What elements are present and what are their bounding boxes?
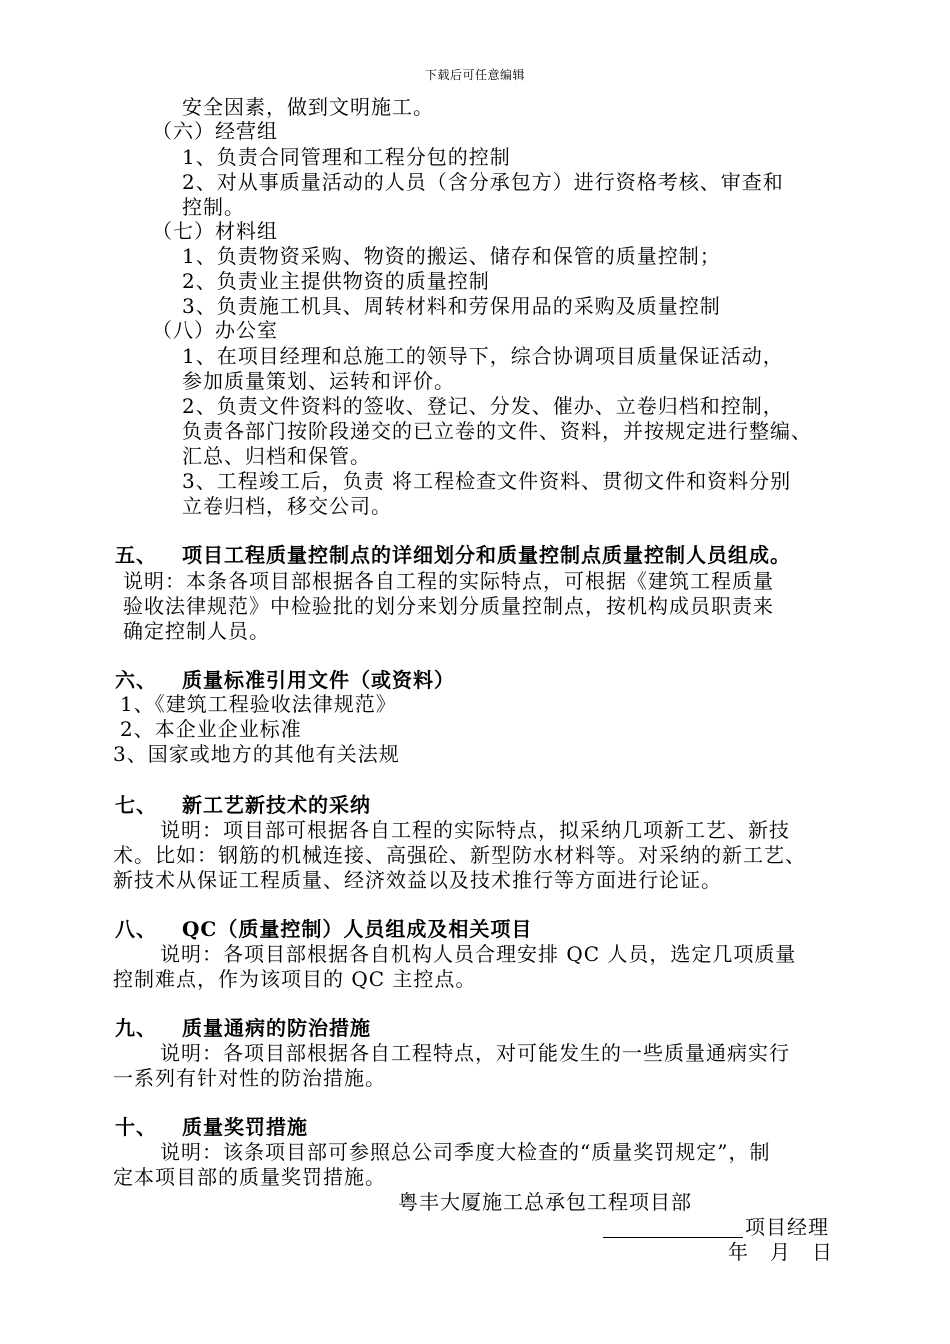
signature-date: 年 月 日 [728, 1240, 833, 1264]
section-title: 质量奖罚措施 [182, 1115, 308, 1139]
section-title: 质量通病的防治措施 [182, 1016, 371, 1040]
list-item-cont: 负责各部门按阶段递交的已立卷的文件、资料，并按规定进行整编、 [182, 419, 812, 443]
paragraph-line: 说明：项目部可根据各自工程的实际特点，拟采纳几项新工艺、新技 [160, 818, 790, 842]
list-item: 1、在项目经理和总施工的领导下，综合协调项目质量保证活动， [182, 344, 784, 368]
list-item-cont: 参加质量策划、运转和评价。 [182, 369, 455, 393]
section-title: 新工艺新技术的采纳 [182, 793, 371, 817]
list-item: 3、国家或地方的其他有关法规 [113, 742, 400, 766]
section-number: 八、 [115, 917, 157, 941]
paragraph-line: 一系列有针对性的防治措施。 [113, 1066, 386, 1090]
section-number: 十、 [115, 1115, 157, 1139]
list-item: 2、本企业企业标准 [120, 717, 302, 741]
page-header: 下载后可任意编辑 [424, 68, 525, 82]
paragraph-line: 控制难点，作为该项目的 QC 主控点。 [113, 967, 477, 991]
group-title-business: （六）经营组 [152, 119, 278, 143]
section-number: 七、 [115, 793, 157, 817]
paragraph-line: 说明：该条项目部可参照总公司季度大检查的“质量奖罚规定”，制 [160, 1140, 771, 1164]
section-number: 六、 [115, 668, 157, 692]
list-item: 2、负责文件资料的签收、登记、分发、催办、立卷归档和控制， [182, 394, 784, 418]
signature-role: 项目经理 [745, 1215, 829, 1239]
list-item: 3、工程竣工后，负责 将工程检查文件资料、贯彻文件和资料分别 [182, 469, 792, 493]
list-item-cont: 立卷归档，移交公司。 [182, 494, 392, 518]
list-item: 1、负责物资采购、物资的搬运、储存和保管的质量控制； [182, 244, 721, 268]
signature-line [603, 1237, 743, 1238]
list-item-cont: 控制。 [182, 195, 245, 219]
section-title: 质量标准引用文件（或资料） [182, 668, 455, 692]
paragraph-line: 说明：本条各项目部根据各自工程的实际特点，可根据《建筑工程质量 [123, 569, 774, 593]
paragraph-line: 说明：各项目部根据各自工程特点，对可能发生的一些质量通病实行 [160, 1041, 790, 1065]
paragraph-line: 术。比如：钢筋的机械连接、高强砼、新型防水材料等。对采纳的新工艺、 [113, 843, 806, 867]
paragraph-line: 定本项目部的质量奖罚措施。 [113, 1165, 386, 1189]
paragraph-line: 确定控制人员。 [123, 619, 270, 643]
section-title: 项目工程质量控制点的详细划分和质量控制点质量控制人员组成。 [182, 543, 791, 567]
paragraph-line: 新技术从保证工程质量、经济效益以及技术推行等方面进行论证。 [113, 868, 722, 892]
list-item: 2、负责业主提供物资的质量控制 [182, 269, 490, 293]
section-title: QC（质量控制）人员组成及相关项目 [182, 917, 533, 941]
list-item: 3、负责施工机具、周转材料和劳保用品的采购及质量控制 [182, 294, 721, 318]
list-item: 2、对从事质量活动的人员（含分承包方）进行资格考核、审查和 [182, 170, 784, 194]
list-item-cont: 汇总、归档和保管。 [182, 444, 371, 468]
text-line: 安全因素，做到文明施工。 [182, 95, 434, 119]
paragraph-line: 说明：各项目部根据各自机构人员合理安排 QC 人员，选定几项质量 [160, 942, 797, 966]
group-title-materials: （七）材料组 [152, 219, 278, 243]
list-item: 1、《建筑工程验收法律规范》 [120, 692, 397, 716]
group-title-office: （八）办公室 [152, 318, 278, 342]
signature-org: 粤丰大厦施工总承包工程项目部 [398, 1190, 692, 1214]
section-number: 五、 [115, 543, 157, 567]
section-number: 九、 [115, 1016, 157, 1040]
list-item: 1、负责合同管理和工程分包的控制 [182, 145, 511, 169]
paragraph-line: 验收法律规范》中检验批的划分来划分质量控制点，按机构成员职责来 [123, 594, 774, 618]
